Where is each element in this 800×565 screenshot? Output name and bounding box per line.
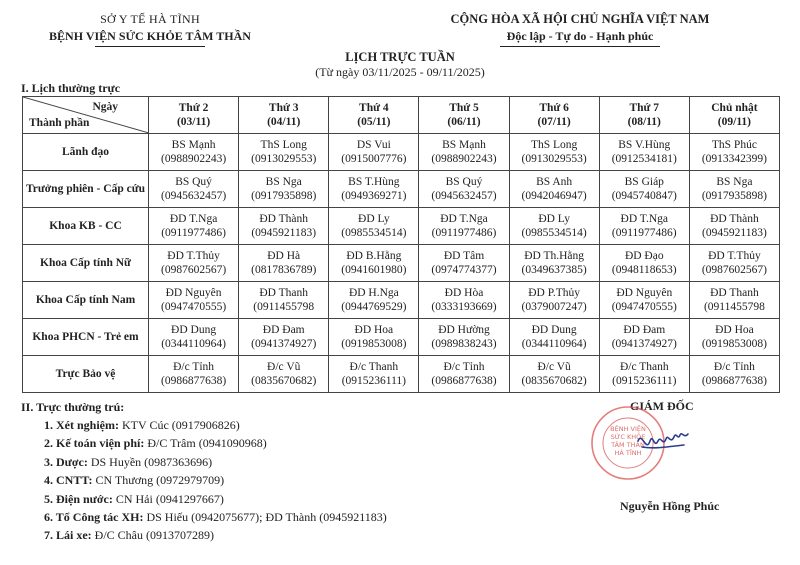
staff-phone: (0835670682) <box>251 375 317 387</box>
day-date: (05/11) <box>357 116 391 128</box>
staff-name: ĐD Th.Hằng <box>524 250 585 262</box>
staff-name: BS Quý <box>175 176 212 188</box>
list-item <box>44 471 387 489</box>
table-cell <box>509 171 599 208</box>
staff-name: ĐD Nguyên <box>165 287 222 299</box>
row-label: Khoa KB - CC <box>23 208 149 245</box>
staff-phone: (0913029553) <box>251 153 317 165</box>
table-cell <box>419 319 509 356</box>
day-name: Chủ nhật <box>711 102 758 114</box>
staff-name: ĐD Hoa <box>715 324 754 336</box>
table-cell <box>239 282 329 319</box>
staff-name: Đ/c Vũ <box>537 361 571 373</box>
table-row <box>23 134 780 171</box>
staff-name: BS V.Hùng <box>618 139 671 151</box>
table-cell <box>599 171 689 208</box>
staff-name: Đ/c Thanh <box>349 361 399 373</box>
table-cell <box>239 319 329 356</box>
staff-phone: (0344110964) <box>521 338 587 350</box>
table-cell <box>149 282 239 319</box>
staff-name: ThS Long <box>530 139 578 151</box>
table-cell <box>329 319 419 356</box>
date-range: (Từ ngày 03/11/2025 - 09/11/2025) <box>315 65 485 79</box>
staff-name: BS Anh <box>536 176 573 188</box>
table-cell <box>149 245 239 282</box>
day-header <box>689 97 779 134</box>
svg-text:SỨC KHỎE: SỨC KHỎE <box>610 433 646 441</box>
table-cell <box>599 282 689 319</box>
staff-phone: (0986877638) <box>701 375 767 387</box>
staff-phone: (0915236111) <box>341 375 406 387</box>
staff-phone: (0379007247) <box>521 301 587 313</box>
table-cell <box>689 282 779 319</box>
stamp-seal <box>592 407 664 479</box>
list-item <box>44 434 387 452</box>
table-cell <box>329 134 419 171</box>
table-cell <box>689 245 779 282</box>
list-item <box>44 453 387 471</box>
day-date: (06/11) <box>447 116 481 128</box>
resident-list <box>44 416 387 545</box>
staff-phone: (0987602567) <box>701 264 767 276</box>
list-item <box>44 416 387 434</box>
list-item <box>44 526 387 544</box>
item-label: 6. Tổ Công tác XH: <box>44 509 144 524</box>
staff-name: ĐD Đam <box>623 324 666 336</box>
staff-phone: (0915007776) <box>341 153 407 165</box>
table-cell <box>509 134 599 171</box>
table-cell <box>689 134 779 171</box>
staff-phone: (0942046947) <box>521 190 587 202</box>
staff-name: BS Nga <box>265 176 302 188</box>
table-cell <box>239 171 329 208</box>
staff-name: ĐD Thành <box>259 213 309 225</box>
corner-top-label: Ngày <box>92 101 118 113</box>
day-name: Thứ 2 <box>178 102 209 114</box>
table-cell <box>419 208 509 245</box>
item-value: Đ/C Trâm (0941090968) <box>144 436 267 451</box>
table-cell <box>329 356 419 393</box>
staff-name: ĐD Dung <box>171 324 217 336</box>
staff-name: Đ/c Thanh <box>619 361 669 373</box>
table-cell <box>509 208 599 245</box>
table-cell <box>329 245 419 282</box>
staff-name: BS Giáp <box>624 176 664 188</box>
day-name: Thứ 4 <box>359 102 389 114</box>
staff-name: ĐD Thanh <box>710 287 759 299</box>
table-row <box>23 319 780 356</box>
staff-name: Đ/c Tỉnh <box>713 361 755 373</box>
org-parent: SỞ Y TẾ HÀ TĨNH <box>100 12 200 26</box>
official-stamp-and-signature <box>580 405 690 490</box>
table-row <box>23 208 780 245</box>
staff-phone: (0985534514) <box>341 227 407 239</box>
day-date: (07/11) <box>537 116 571 128</box>
day-name: Thứ 5 <box>449 102 479 114</box>
staff-phone: (0948118653) <box>611 264 677 276</box>
table-cell <box>689 356 779 393</box>
staff-phone: (0945740847) <box>611 190 677 202</box>
signatory-title: GIÁM ĐỐC <box>630 399 694 413</box>
staff-phone: (0911455798 <box>703 301 765 313</box>
staff-name: ĐD P.Thủy <box>528 287 581 299</box>
staff-phone: (0333193669) <box>431 301 497 313</box>
staff-phone: (0986877638) <box>160 375 227 387</box>
day-date: (08/11) <box>627 116 661 128</box>
staff-name: ĐD Tâm <box>443 250 485 262</box>
staff-phone: (0349637385) <box>521 264 587 276</box>
staff-phone: (0988902243) <box>431 153 497 165</box>
staff-name: ĐD Hoa <box>354 324 394 336</box>
item-value: CN Hải (0941297667) <box>112 491 224 506</box>
row-label: Trưởng phiên - Cấp cứu <box>23 171 149 208</box>
staff-name: BS Mạnh <box>442 139 486 151</box>
table-cell <box>419 134 509 171</box>
staff-name: ĐD T.Thủy <box>167 250 220 262</box>
table-cell <box>509 282 599 319</box>
table-cell <box>239 208 329 245</box>
staff-name: ĐD Thanh <box>259 287 309 299</box>
nation-motto: Độc lập - Tự do - Hạnh phúc <box>506 29 654 43</box>
staff-phone: (0915236111) <box>612 375 677 387</box>
section1-title: I. Lịch thường trực <box>21 81 121 95</box>
day-date: (04/11) <box>267 116 301 128</box>
table-row <box>23 282 780 319</box>
table-cell <box>419 282 509 319</box>
staff-phone: (0941601980) <box>341 264 407 276</box>
staff-name: ThS Phúc <box>711 139 757 151</box>
schedule-table <box>22 96 780 393</box>
signatory-name: Nguyễn Hồng Phúc <box>620 499 720 513</box>
staff-name: ĐD Hường <box>438 324 490 336</box>
staff-phone: (0945921183) <box>702 227 767 239</box>
staff-name: Đ/c Tỉnh <box>443 361 485 373</box>
staff-phone: (0945632457) <box>160 190 227 202</box>
row-label: Khoa Cấp tính Nữ <box>23 245 149 282</box>
table-cell <box>509 245 599 282</box>
row-label: Trực Bảo vệ <box>23 356 149 393</box>
table-cell <box>239 245 329 282</box>
staff-phone: (0945921183) <box>251 227 317 239</box>
item-value: KTV Cúc (0917906826) <box>119 418 240 432</box>
staff-name: ThS Long <box>260 139 307 151</box>
staff-phone: (0987602567) <box>160 264 227 276</box>
staff-phone: (0912534181) <box>611 153 677 165</box>
staff-phone: (0986877638) <box>431 375 497 387</box>
table-cell <box>419 245 509 282</box>
staff-name: BS Quý <box>445 176 483 188</box>
nation-header <box>420 12 740 47</box>
table-cell <box>599 208 689 245</box>
staff-name: ĐD Ly <box>538 213 570 225</box>
table-cell <box>149 319 239 356</box>
staff-phone: (0917935898) <box>701 190 767 202</box>
table-row <box>23 356 780 393</box>
item-label: 1. Xét nghiệm: <box>44 418 119 432</box>
item-value: DS Hiếu (0942075677); ĐD Thành (0945921183) <box>143 509 387 524</box>
corner-bottom-label: Thành phần <box>29 117 90 129</box>
table-cell <box>689 171 779 208</box>
staff-phone: (0974774377) <box>431 264 497 276</box>
table-cell <box>509 356 599 393</box>
staff-phone: (0913342399) <box>701 153 767 165</box>
item-value: CN Thương (0972979709) <box>92 473 225 488</box>
table-cell <box>689 208 779 245</box>
row-label: Khoa Cấp tính Nam <box>23 282 149 319</box>
staff-phone: (0941374927) <box>611 338 677 350</box>
staff-phone: (0919853008) <box>701 338 767 350</box>
day-header <box>509 97 599 134</box>
table-cell <box>599 134 689 171</box>
staff-name: ĐD Ly <box>358 213 390 225</box>
staff-name: ĐD B.Hằng <box>346 250 402 262</box>
row-label: Lãnh đạo <box>23 134 149 171</box>
row-label: Khoa PHCN - Trẻ em <box>23 319 149 356</box>
item-label: 4. CNTT: <box>44 473 93 488</box>
day-header <box>149 97 239 134</box>
table-cell <box>149 356 239 393</box>
corner-cell <box>23 97 149 134</box>
staff-name: ĐD Thành <box>710 213 759 225</box>
staff-phone: (0344110964) <box>161 338 226 350</box>
table-cell <box>149 208 239 245</box>
staff-name: BS Nga <box>716 176 753 188</box>
day-header <box>419 97 509 134</box>
day-name: Thứ 6 <box>539 102 569 114</box>
org-rule <box>95 46 205 47</box>
org-name: BỆNH VIỆN SỨC KHỎE TÂM THẦN <box>49 29 251 43</box>
day-header <box>329 97 419 134</box>
table-cell <box>149 134 239 171</box>
item-label: 5. Điện nước: <box>44 491 113 506</box>
table-cell <box>329 171 419 208</box>
table-header-row <box>23 97 780 134</box>
table-cell <box>419 356 509 393</box>
day-header <box>239 97 329 134</box>
staff-name: BS T.Hùng <box>348 176 400 188</box>
staff-phone: (0945632457) <box>431 190 497 202</box>
svg-text:BỆNH VIỆN: BỆNH VIỆN <box>610 425 646 433</box>
staff-name: ĐD Nguyên <box>616 287 673 299</box>
list-item <box>44 508 387 526</box>
table-row <box>23 245 780 282</box>
staff-phone: (0985534514) <box>521 227 587 239</box>
section2-title: II. Trực thường trú: <box>21 400 125 414</box>
staff-phone: (0947470555) <box>611 301 677 313</box>
staff-phone: (0989838243) <box>431 338 497 350</box>
table-cell <box>149 171 239 208</box>
nation-name: CỘNG HÒA XÃ HỘI CHỦ NGHĨA VIỆT NAM <box>450 12 710 26</box>
staff-phone: (0949369271) <box>341 190 407 202</box>
day-name: Thứ 7 <box>629 102 660 114</box>
day-date: (03/11) <box>176 116 211 128</box>
staff-phone: (0919853008) <box>341 338 407 350</box>
staff-phone: (0911455798 <box>253 301 315 313</box>
item-label: 7. Lái xe: <box>44 528 92 543</box>
staff-name: ĐD Hà <box>267 250 301 262</box>
staff-name: ĐD Đam <box>262 324 305 336</box>
item-label: 3. Dược: <box>44 454 88 469</box>
day-name: Thứ 3 <box>268 102 299 114</box>
staff-phone: (0944769529) <box>341 301 407 313</box>
staff-phone: (0835670682) <box>521 375 587 387</box>
list-item <box>44 490 387 508</box>
staff-phone: (0911977486) <box>611 227 677 239</box>
day-date: (09/11) <box>717 116 752 128</box>
table-row <box>23 171 780 208</box>
staff-name: ĐD T.Nga <box>440 213 488 225</box>
day-header <box>599 97 689 134</box>
staff-phone: (0911977486) <box>161 227 226 239</box>
staff-phone: (0941374927) <box>251 338 317 350</box>
table-cell <box>239 356 329 393</box>
staff-name: ĐD T.Thủy <box>708 250 761 262</box>
staff-name: Đ/c Vũ <box>267 361 301 373</box>
svg-text:HÀ TĨNH: HÀ TĨNH <box>614 449 642 457</box>
staff-name: ĐD Đạo <box>624 250 664 262</box>
staff-name: ĐD Dung <box>531 324 577 336</box>
table-cell <box>509 319 599 356</box>
staff-name: ĐD H.Nga <box>348 287 399 299</box>
item-value: DS Huyền (0987363696) <box>87 454 213 469</box>
staff-name: ĐD T.Nga <box>620 213 669 225</box>
table-cell <box>689 319 779 356</box>
page-title: LỊCH TRỰC TUẦN <box>345 50 455 64</box>
staff-phone: (0817836789) <box>251 264 317 276</box>
org-header <box>20 12 280 47</box>
staff-phone: (0917935898) <box>251 190 317 202</box>
staff-name: ĐD T.Nga <box>169 213 218 225</box>
staff-name: BS Mạnh <box>171 139 216 151</box>
table-cell <box>599 319 689 356</box>
table-cell <box>329 282 419 319</box>
staff-phone: (0988902243) <box>160 153 227 165</box>
table-cell <box>419 171 509 208</box>
staff-name: DS Vui <box>356 139 391 151</box>
table-cell <box>599 245 689 282</box>
table-cell <box>239 134 329 171</box>
svg-text:TÂM THẦN: TÂM THẦN <box>611 441 645 449</box>
staff-phone: (0913029553) <box>521 153 587 165</box>
staff-name: ĐD Hòa <box>444 287 484 299</box>
staff-name: Đ/c Tỉnh <box>173 361 215 373</box>
motto-rule <box>500 46 660 47</box>
item-value: Đ/C Châu (0913707289) <box>91 528 214 543</box>
item-label: 2. Kế toán viện phí: <box>44 436 145 451</box>
staff-phone: (0947470555) <box>160 301 227 313</box>
table-cell <box>329 208 419 245</box>
table-cell <box>599 356 689 393</box>
staff-phone: (0911977486) <box>431 227 497 239</box>
